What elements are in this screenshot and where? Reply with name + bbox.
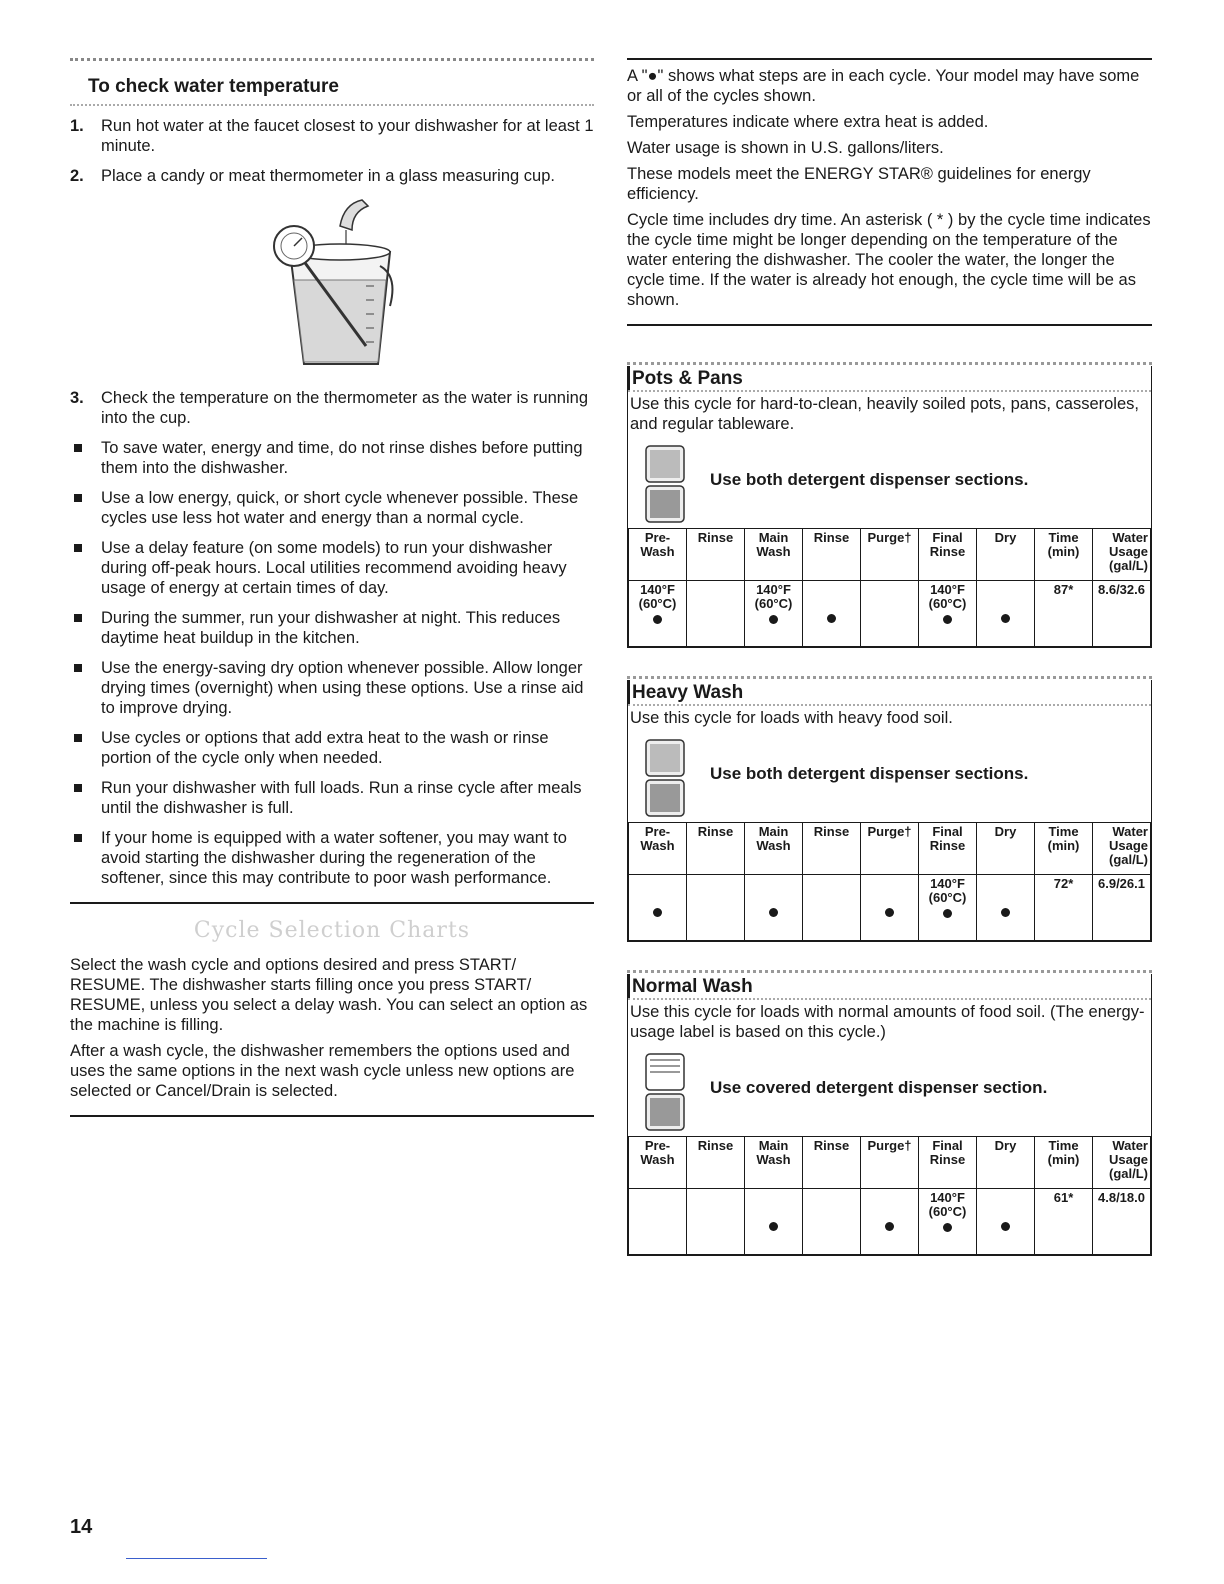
step-dot-icon [943, 1223, 952, 1232]
section-paragraph: After a wash cycle, the dishwasher remembers the options used and uses the same options in the next wash cycle unless new options are selected or Cancel/Drain is selected. [70, 1042, 575, 1100]
bullet-icon [74, 544, 82, 552]
table-row [629, 581, 1151, 647]
header-rinse2: Rinse [803, 529, 861, 581]
cell-time: 61* [1035, 1189, 1093, 1255]
header-mainwash: Main Wash [745, 823, 803, 875]
intro-paragraph: Cycle time includes dry time. An asterisk ( * ) by the cycle time indicates the cycle time might be longer depending on the temperature of the water entering the dishwasher. The cooler the water, the longer the cycle time. If the water is already hot enough, the cycle time will be as shown. [627, 211, 1151, 309]
tip-item: If your home is equipped with a water softener, you may want to avoid starting the dishwasher during the regeneration of the softener, since this may contribute to poor wash performance. [70, 828, 594, 888]
cell-prewash [629, 1189, 687, 1255]
detergent-row [628, 732, 1151, 822]
header-dry: Dry [977, 1137, 1035, 1189]
header-finalrinse: Final Rinse [919, 823, 977, 875]
bullet-icon [74, 494, 82, 502]
step-marker: 3. [70, 389, 84, 407]
header-prewash: Pre- Wash [629, 823, 687, 875]
tip-item: During the summer, run your dishwasher at night. This reduces daytime heat buildup in the kitchen. [70, 608, 594, 648]
header-finalrinse: Final Rinse [919, 529, 977, 581]
cell-rinse2 [803, 581, 861, 647]
bullet-icon [74, 664, 82, 672]
cycle-description: Use this cycle for loads with heavy food soil. [630, 709, 953, 727]
cell-purge [861, 875, 919, 941]
header-purge: Purge† [861, 1137, 919, 1189]
cycle-heavy-wash [627, 676, 1152, 942]
page-number: 14 [70, 1516, 93, 1538]
cell-rinse [687, 581, 745, 647]
intro-paragraph: These models meet the ENERGY STAR® guidelines for energy efficiency. [627, 165, 1091, 203]
cycle-pots-pans [627, 362, 1152, 648]
cell-mainwash: 140°F (60°C) [745, 581, 803, 647]
cell-dry [977, 1189, 1035, 1255]
heading-rule [70, 104, 594, 106]
cycle-table [628, 1136, 1151, 1255]
cell-rinse [687, 1189, 745, 1255]
step-dot-icon [653, 908, 662, 917]
step-3 [70, 388, 594, 428]
intro-paragraph: Water usage is shown in U.S. gallons/liters. [627, 139, 944, 157]
step-dot-icon [885, 908, 894, 917]
step-dot-icon [653, 615, 662, 624]
header-water: Water Usage (gal/L) [1093, 823, 1151, 875]
cell-purge [861, 1189, 919, 1255]
tip-item: Use a low energy, quick, or short cycle whenever possible. These cycles use less hot water and energy than a normal cycle. [70, 488, 594, 528]
detergent-row [628, 438, 1151, 528]
covered-dispenser-icon [642, 1052, 688, 1132]
header-mainwash: Main Wash [745, 1137, 803, 1189]
section-bottom-rule [70, 1115, 594, 1117]
cell-water: 6.9/26.1 [1093, 875, 1151, 941]
header-rinse: Rinse [687, 823, 745, 875]
header-rinse2: Rinse [803, 1137, 861, 1189]
cell-purge [861, 581, 919, 647]
cell-time: 87* [1035, 581, 1093, 647]
right-column [627, 58, 1152, 1256]
tip-item: Use a delay feature (on some models) to run your dishwasher during off-peak hours. Local utilities recommend avoiding heavy usage of energy at certain times of day. [70, 538, 594, 598]
step-dot-icon [943, 615, 952, 624]
header-dry: Dry [977, 823, 1035, 875]
header-water: Water Usage (gal/L) [1093, 1137, 1151, 1189]
step-text: Run hot water at the faucet closest to your dishwasher for at least 1 minute. [101, 117, 594, 155]
header-time: Time (min) [1035, 823, 1093, 875]
left-column [70, 58, 594, 1117]
cycle-box [627, 974, 1152, 1256]
table-header-row [629, 1137, 1151, 1189]
cycle-table [628, 822, 1151, 941]
bullet-icon [74, 834, 82, 842]
step-dot-icon [885, 1222, 894, 1231]
step-text: Place a candy or meat thermometer in a glass measuring cup. [101, 167, 555, 185]
top-rule [70, 58, 594, 64]
section-paragraph: Select the wash cycle and options desired and press START/ RESUME. The dishwasher starts filling once you press START/ RESUME, unless you select a delay wash. You can select an option as the machine is filling. [70, 956, 588, 1034]
step-1 [70, 116, 594, 156]
cell-mainwash [745, 875, 803, 941]
cycle-description: Use this cycle for loads with normal amounts of food soil. (The energy-usage label is based on this cycle.) [630, 1003, 1145, 1041]
step-dot-icon [769, 1222, 778, 1231]
header-time: Time (min) [1035, 1137, 1093, 1189]
intro-text [627, 66, 1152, 310]
cycle-name: Pots & Pans [628, 366, 1151, 390]
detergent-label: Use both detergent dispenser sections. [710, 470, 1029, 489]
header-prewash: Pre- Wash [629, 1137, 687, 1189]
header-purge: Purge† [861, 529, 919, 581]
bullet-icon [74, 734, 82, 742]
step-dot-icon [943, 909, 952, 918]
header-water: Water Usage (gal/L) [1093, 529, 1151, 581]
cell-finalrinse: 140°F (60°C) [919, 875, 977, 941]
detergent-row [628, 1046, 1151, 1136]
header-purge: Purge† [861, 823, 919, 875]
detergent-label: Use covered detergent dispenser section. [710, 1078, 1048, 1097]
cell-rinse2 [803, 875, 861, 941]
step-dot-icon [769, 615, 778, 624]
cell-rinse2 [803, 1189, 861, 1255]
step-text: Check the temperature on the thermometer as the water is running into the cup. [101, 389, 588, 427]
header-finalrinse: Final Rinse [919, 1137, 977, 1189]
cycle-description: Use this cycle for hard-to-clean, heavily soiled pots, pans, casseroles, and regular tableware. [630, 395, 1139, 433]
cycle-name: Normal Wash [628, 974, 1151, 998]
intro-rule [627, 324, 1152, 326]
bullet-icon [74, 784, 82, 792]
top-rule [627, 58, 1152, 60]
cell-time: 72* [1035, 875, 1093, 941]
detergent-dispenser-icon [642, 444, 688, 524]
tip-item: Use the energy-saving dry option whenever possible. Allow longer drying times (overnight) when using these options. Use a rinse aid to improve drying. [70, 658, 594, 718]
section-title: Cycle Selection Charts [193, 918, 471, 943]
step-dot-icon [769, 908, 778, 917]
cell-prewash [629, 875, 687, 941]
thermometer-illustration [70, 196, 594, 374]
tip-item: To save water, energy and time, do not rinse dishes before putting them into the dishwasher. [70, 438, 594, 478]
table-row [629, 1189, 1151, 1255]
table-row [629, 875, 1151, 941]
step-marker: 2. [70, 167, 84, 185]
cell-rinse [687, 875, 745, 941]
water-temp-heading: To check water temperature [88, 76, 339, 97]
step-dot-icon [827, 614, 836, 623]
thermometer-cup-icon [270, 196, 400, 372]
cycle-table [628, 528, 1151, 647]
table-header-row [629, 823, 1151, 875]
cycle-box [627, 680, 1152, 942]
intro-paragraph: A "●" shows what steps are in each cycle. Your model may have some or all of the cycles shown. [627, 67, 1140, 105]
bullet-icon [74, 444, 82, 452]
intro-paragraph: Temperatures indicate where extra heat is added. [627, 113, 989, 131]
header-prewash: Pre- Wash [629, 529, 687, 581]
detergent-dispenser-icon [642, 738, 688, 818]
step-2 [70, 166, 594, 186]
step-dot-icon [1001, 908, 1010, 917]
page-link-underline [126, 1558, 267, 1559]
cell-mainwash [745, 1189, 803, 1255]
cell-prewash: 140°F (60°C) [629, 581, 687, 647]
cycle-box [627, 366, 1152, 648]
header-rinse: Rinse [687, 529, 745, 581]
table-header-row [629, 529, 1151, 581]
header-mainwash: Main Wash [745, 529, 803, 581]
step-dot-icon [1001, 1222, 1010, 1231]
cell-finalrinse: 140°F (60°C) [919, 581, 977, 647]
cell-water: 4.8/18.0 [1093, 1189, 1151, 1255]
step-dot-icon [1001, 614, 1010, 623]
header-time: Time (min) [1035, 529, 1093, 581]
step-marker: 1. [70, 117, 84, 135]
tip-item: Use cycles or options that add extra heat to the wash or rinse portion of the cycle only when needed. [70, 728, 594, 768]
cell-dry [977, 581, 1035, 647]
header-dry: Dry [977, 529, 1035, 581]
cell-finalrinse: 140°F (60°C) [919, 1189, 977, 1255]
section-rule [70, 902, 594, 904]
header-rinse: Rinse [687, 1137, 745, 1189]
cycle-normal-wash [627, 970, 1152, 1256]
cycle-name: Heavy Wash [628, 680, 1151, 704]
header-rinse2: Rinse [803, 823, 861, 875]
tip-item: Run your dishwasher with full loads. Run a rinse cycle after meals until the dishwasher is full. [70, 778, 594, 818]
cell-water: 8.6/32.6 [1093, 581, 1151, 647]
bullet-icon [74, 614, 82, 622]
cell-dry [977, 875, 1035, 941]
detergent-label: Use both detergent dispenser sections. [710, 764, 1029, 783]
